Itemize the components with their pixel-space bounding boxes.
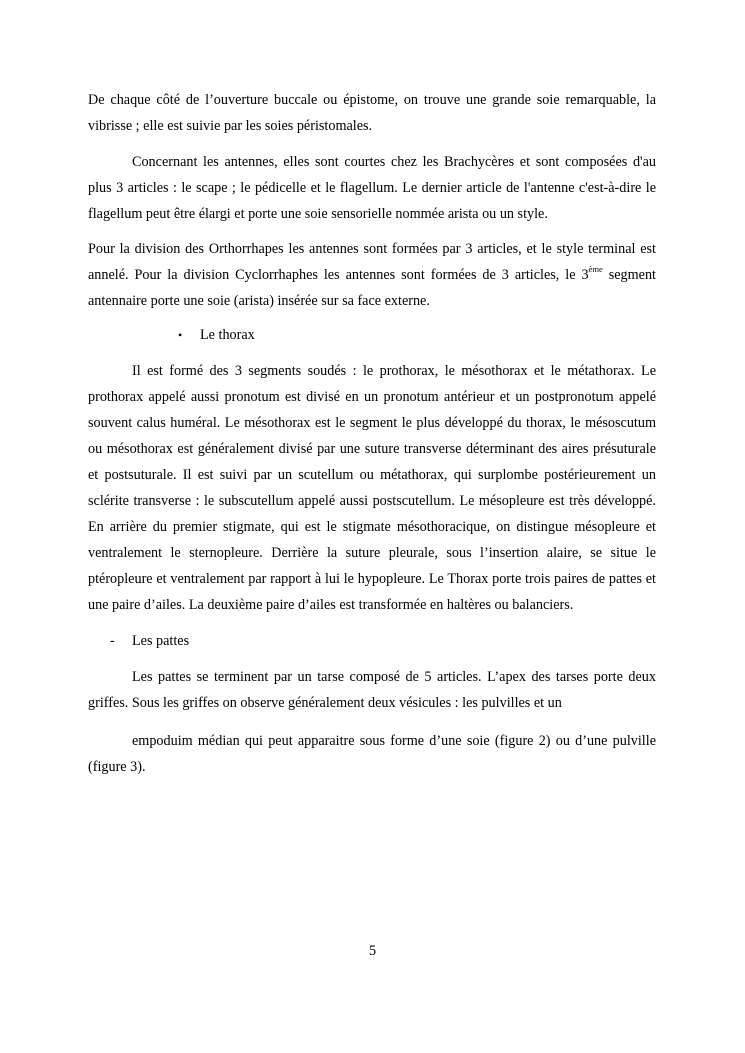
page-number: 5 [368, 943, 377, 959]
dash-icon: - [110, 633, 115, 649]
paragraph-orthorrhapes-part1: Pour la division des Orthorrhapes les antennes sont formées par 3 articles, et le style terminal est annelé. Pour la division Cyclorrhaphes les antennes sont formées de 3 articles, le 3 [88, 241, 656, 283]
superscript-eme: ème [588, 264, 603, 274]
heading-thorax-label: Le thorax [200, 327, 255, 343]
section-heading-thorax [88, 322, 656, 348]
heading-pattes-label: Les pattes [132, 633, 190, 649]
paragraph-thorax: Il est formé des 3 segments soudés : le prothorax, le mésothorax et le métathorax. Le prothorax appelé aussi pronotum est divisé en un pronotum antérieur et un postpronotum appelé souvent calus huméral. Le mésothorax est le segment le plus développé du thorax, le mésoscutum ou mésothorax est généralement divisé par une suture transverse déterminant des aires présuturale et postsuturale. Il est suivi par un scutellum ou métathorax, qui surplombe postérieurement un sclérite transverse : le subscutellum appelé aussi postscutellum. Le mésopleure est très développé. En arrière du premier stigmate, qui est le stigmate mésothoracique, on distingue mésopleure et ventralement le sternopleure. Derrière la suture pleurale, sous l’insertion alaire, se situe le ptéropleure et ventralement par rapport à lui le hypopleure. Le Thorax porte trois paires de pattes et une paire d’ailes. La deuxième paire d’ailes est transformée en haltères ou balanciers. [88, 363, 656, 613]
paragraph-pattes: Les pattes se terminent par un tarse composé de 5 articles. L’apex des tarses porte deux griffes. Sous les griffes on observe généralement deux vésicules : les pulvilles et un [88, 669, 656, 711]
paragraph-vibrisse: De chaque côté de l’ouverture buccale ou épistome, on trouve une grande soie remarquable, la vibrisse ; elle est suivie par les soies péristomales. [88, 92, 656, 134]
bullet-icon: • [178, 328, 183, 342]
paragraph-orthorrhapes [88, 236, 656, 314]
paragraph-empoduim: empoduim médian qui peut apparaitre sous forme d’une soie (figure 2) ou d’une pulville (figure 3). [88, 733, 656, 775]
paragraph-antennes: Concernant les antennes, elles sont courtes chez les Brachycères et sont composées d'au plus 3 articles : le scape ; le pédicelle et le flagellum. Le dernier article de l'antenne c'est-à-dire le flagellum peut être élargi et porte une soie sensorielle nommée arista ou un style. [88, 154, 656, 222]
section-heading-pattes [88, 628, 656, 654]
body-text [88, 87, 656, 780]
paragraph-orthorrhapes-part2: segment antennaire porte une soie (arista) insérée sur sa face externe. [88, 267, 657, 309]
